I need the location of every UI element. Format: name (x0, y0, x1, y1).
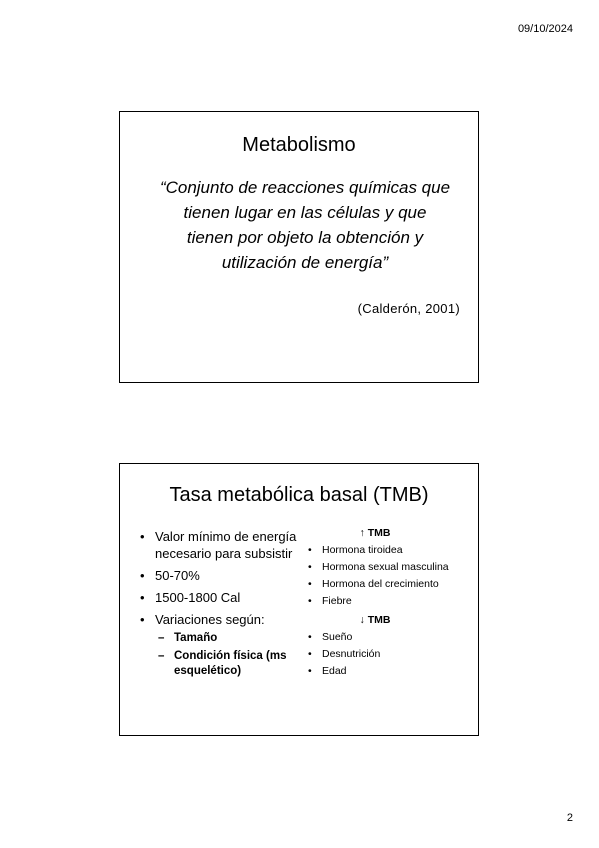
list-item: • Hormona tiroidea (306, 544, 474, 557)
citation: (Calderón, 2001) (357, 301, 460, 316)
page-date: 09/10/2024 (517, 23, 573, 35)
slide-metabolismo (119, 111, 479, 383)
definition-quote (146, 175, 464, 275)
slide-title: Tasa metabólica basal (TMB) (169, 484, 429, 506)
list-item: • 1500-1800 Cal (140, 589, 300, 606)
quote-line: “Conjunto de reacciones químicas que (159, 178, 451, 197)
sub-item-label: Condición física (ms esquelético) (174, 650, 287, 677)
dash-icon: – (158, 650, 165, 662)
list-item: • Fiebre (306, 595, 474, 608)
list-item: • Desnutrición (306, 648, 474, 661)
quote-line: tienen lugar en las células y que (183, 203, 427, 222)
list-item: • Sueño (306, 631, 474, 644)
list-item: • Hormona sexual masculina (306, 561, 474, 574)
list-item: • Valor mínimo de energía necesario para subsistir (140, 528, 300, 562)
tmb-factors-column (306, 527, 474, 682)
quote-line: utilización de energía” (221, 253, 389, 272)
list-item: • Edad (306, 665, 474, 678)
tmb-facts-list (140, 528, 300, 682)
list-item: • 50-70% (140, 567, 300, 584)
increase-header: ↑ TMB (359, 527, 391, 539)
list-item: • Hormona del crecimiento (306, 578, 474, 591)
sub-list-item (140, 649, 300, 679)
decrease-header: ↓ TMB (359, 614, 391, 626)
dash-icon: – (158, 632, 165, 644)
page-number: 2 (566, 812, 573, 824)
quote-line: tienen por objeto la obtención y (186, 228, 424, 247)
sub-list-item (140, 631, 300, 646)
list-item: • Variaciones según: (140, 611, 300, 628)
slide-tasa-metabolica (119, 463, 479, 736)
sub-item-label: Tamaño (174, 632, 218, 644)
slide-title: Metabolismo (242, 134, 356, 156)
